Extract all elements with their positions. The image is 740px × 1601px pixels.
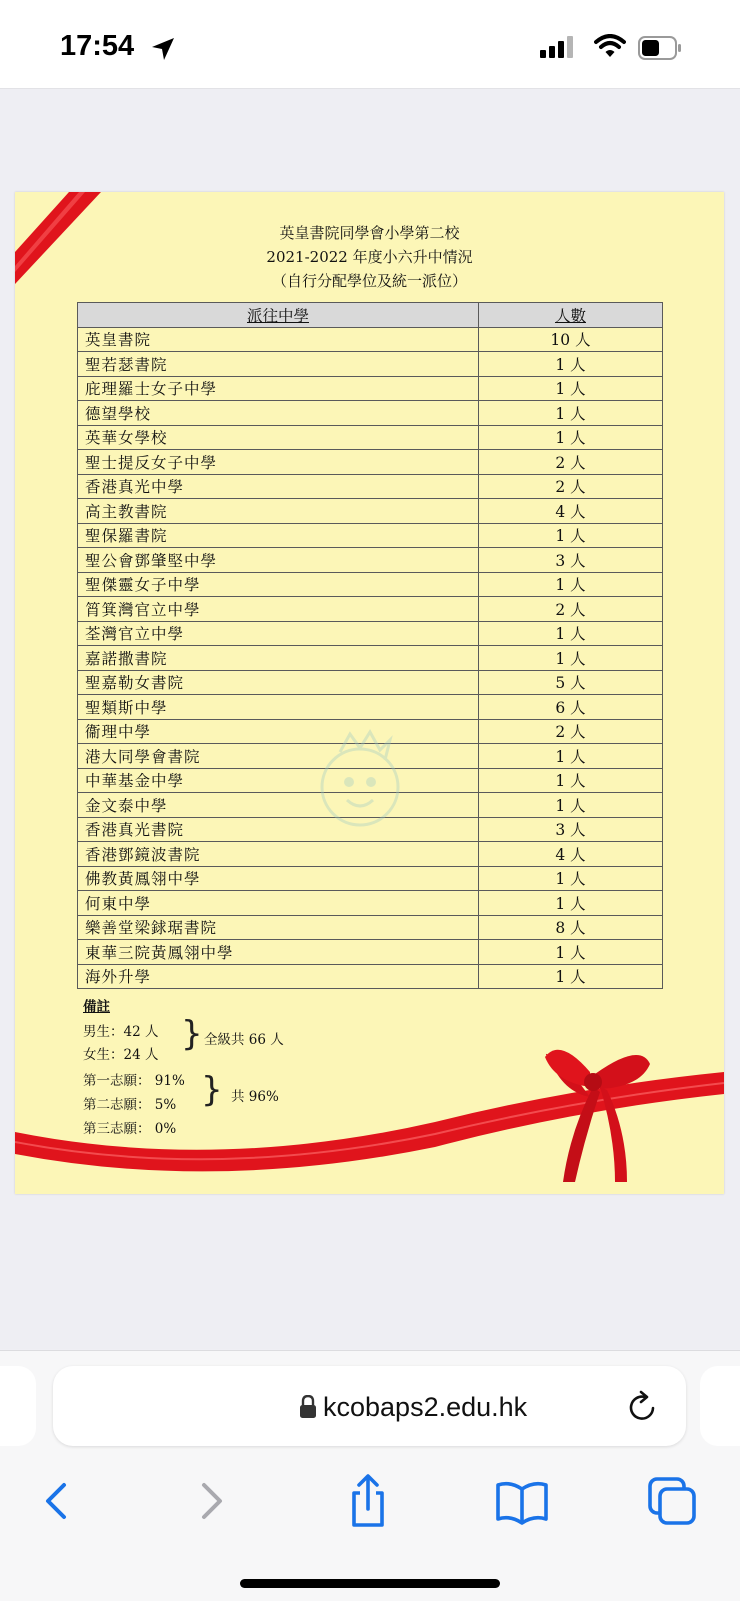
bookmarks-icon[interactable]: [492, 1471, 552, 1531]
school-name-cell: 金文泰中學: [78, 793, 479, 818]
student-count-cell: 5 人: [479, 670, 663, 695]
cellular-signal-icon: [540, 36, 576, 58]
student-count-cell: 1 人: [479, 376, 663, 401]
school-name-cell: 香港鄧鏡波書院: [78, 842, 479, 867]
school-name-cell: 嘉諾撒書院: [78, 646, 479, 671]
lock-icon: [299, 1395, 317, 1419]
school-name-cell: 英華女學校: [78, 425, 479, 450]
school-name-cell: 香港真光中學: [78, 474, 479, 499]
table-row: [78, 597, 663, 622]
header-school: 派往中學: [78, 303, 479, 328]
student-count-cell: 2 人: [479, 450, 663, 475]
school-name-cell: 聖公會鄧肇堅中學: [78, 548, 479, 573]
notes-choice-total: 共 96%: [231, 1089, 279, 1105]
school-name-cell: 港大同學會書院: [78, 744, 479, 769]
table-row: [78, 376, 663, 401]
table-row: [78, 621, 663, 646]
student-count-cell: 6 人: [479, 695, 663, 720]
notes-choice1: 第一志願： 91%: [83, 1073, 185, 1089]
student-count-cell: 1 人: [479, 940, 663, 965]
student-count-cell: 1 人: [479, 793, 663, 818]
notes-girls: 女生：24 人: [83, 1047, 159, 1063]
school-name-cell: 高主教書院: [78, 499, 479, 524]
next-tab-preview[interactable]: [700, 1366, 740, 1446]
forward-icon[interactable]: [184, 1471, 244, 1531]
school-name-cell: 東華三院黃鳳翎中學: [78, 940, 479, 965]
table-row: [78, 940, 663, 965]
school-name-cell: 荃灣官立中學: [78, 621, 479, 646]
table-row: [78, 891, 663, 916]
student-count-cell: 1 人: [479, 964, 663, 989]
table-row: [78, 670, 663, 695]
tabs-icon[interactable]: [644, 1471, 704, 1531]
student-count-cell: 4 人: [479, 842, 663, 867]
school-name-cell: 佛教黃鳳翎中學: [78, 866, 479, 891]
school-name-cell: 聖保羅書院: [78, 523, 479, 548]
reload-icon[interactable]: [628, 1390, 658, 1422]
student-count-cell: 1 人: [479, 621, 663, 646]
table-row: [78, 327, 663, 352]
navigation-bar: [0, 1471, 740, 1531]
student-count-cell: 1 人: [479, 401, 663, 426]
table-row: [78, 572, 663, 597]
school-name-cell: 香港真光書院: [78, 817, 479, 842]
table-row: [78, 425, 663, 450]
back-icon[interactable]: [30, 1471, 90, 1531]
student-count-cell: 3 人: [479, 548, 663, 573]
notes-heading: 備註: [83, 999, 110, 1015]
student-count-cell: 2 人: [479, 719, 663, 744]
location-arrow-icon: [150, 36, 176, 62]
school-name-cell: 德望學校: [78, 401, 479, 426]
student-count-cell: 2 人: [479, 474, 663, 499]
table-body: [78, 327, 663, 989]
student-count-cell: 1 人: [479, 768, 663, 793]
table-row: [78, 548, 663, 573]
student-count-cell: 1 人: [479, 425, 663, 450]
school-name-cell: 英皇書院: [78, 327, 479, 352]
table-header-row: [78, 303, 663, 328]
school-name-cell: 中華基金中學: [78, 768, 479, 793]
school-name-cell: 聖士提反女子中學: [78, 450, 479, 475]
browser-toolbar: [0, 1350, 740, 1601]
school-name-cell: 樂善堂梁銶琚書院: [78, 915, 479, 940]
school-name-cell: 聖嘉勒女書院: [78, 670, 479, 695]
student-count-cell: 1 人: [479, 866, 663, 891]
student-count-cell: 1 人: [479, 572, 663, 597]
watermark-logo: [305, 712, 435, 862]
notes-total: 全級共 66 人: [204, 1032, 284, 1048]
student-count-cell: 4 人: [479, 499, 663, 524]
school-name-cell: 庇理羅士女子中學: [78, 376, 479, 401]
allocation-table: [77, 302, 663, 989]
notes-choice3: 第三志願： 0%: [83, 1121, 177, 1137]
url-text: kcobaps2.edu.hk: [323, 1392, 528, 1422]
student-count-cell: 1 人: [479, 891, 663, 916]
web-content[interactable]: [0, 89, 740, 1349]
document-title-subtitle: （自行分配學位及統一派位）: [271, 272, 467, 290]
table-row: [78, 646, 663, 671]
school-name-cell: 聖類斯中學: [78, 695, 479, 720]
wifi-icon: [594, 34, 626, 58]
notes-boys: 男生：42 人: [83, 1024, 159, 1040]
school-name-cell: 衞理中學: [78, 719, 479, 744]
previous-tab-preview[interactable]: [0, 1366, 36, 1446]
brace-gender: }: [181, 1014, 203, 1054]
status-bar: [0, 0, 740, 89]
document-title-school: 英皇書院同學會小學第二校: [279, 224, 460, 242]
table-row: [78, 499, 663, 524]
school-name-cell: 海外升學: [78, 964, 479, 989]
table-row: [78, 523, 663, 548]
student-count-cell: 1 人: [479, 523, 663, 548]
student-count-cell: 1 人: [479, 352, 663, 377]
table-row: [78, 474, 663, 499]
school-name-cell: 何東中學: [78, 891, 479, 916]
document-title-year: 2021-2022 年度小六升中情況: [266, 248, 473, 266]
school-name-cell: 聖傑靈女子中學: [78, 572, 479, 597]
notes-choice2: 第二志願： 5%: [83, 1097, 177, 1113]
student-count-cell: 8 人: [479, 915, 663, 940]
status-time: 17:54: [60, 30, 135, 62]
brace-choices: }: [201, 1070, 223, 1110]
table-row: [78, 401, 663, 426]
table-row: [78, 352, 663, 377]
student-count-cell: 1 人: [479, 744, 663, 769]
table-row: [78, 964, 663, 989]
student-count-cell: 2 人: [479, 597, 663, 622]
share-icon[interactable]: [338, 1471, 398, 1531]
home-indicator[interactable]: [240, 1579, 500, 1588]
header-count: 人數: [479, 303, 663, 328]
table-row: [78, 450, 663, 475]
student-count-cell: 3 人: [479, 817, 663, 842]
table-row: [78, 915, 663, 940]
student-count-cell: 1 人: [479, 646, 663, 671]
table-row: [78, 866, 663, 891]
school-name-cell: 聖若瑟書院: [78, 352, 479, 377]
battery-icon: [638, 36, 682, 60]
student-count-cell: 10 人: [479, 327, 663, 352]
document-page: [15, 192, 724, 1194]
address-bar[interactable]: [53, 1366, 686, 1446]
school-name-cell: 筲箕灣官立中學: [78, 597, 479, 622]
